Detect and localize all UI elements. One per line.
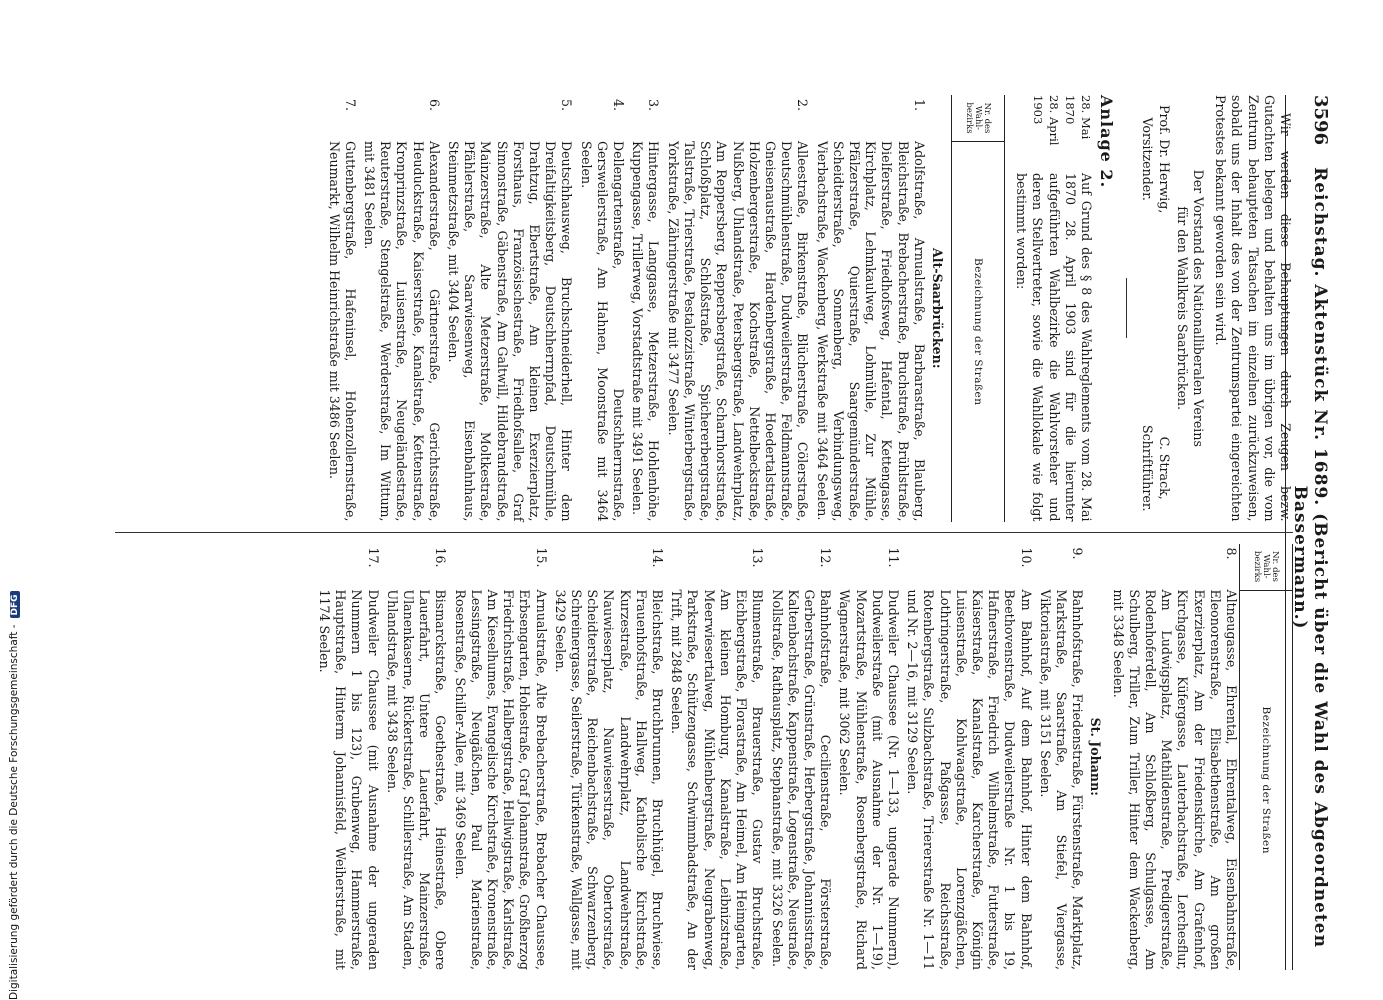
district-number: 2. [795,99,811,112]
section-heading-alt-saarbruecken: Alt-Saarbrücken: [929,248,945,369]
street-list: Guttenbergstraße, Hafeninsel, Hohenzollernstraße, Neumarkt, Wilhelm Heinrichstraße mit 3486 Seelen. [326,141,358,522]
page-title: Reichstag. Aktenstück Nr. 1689. (Bericht über die Wahl des Abgeordneten Bassermann.) [1290,167,1330,948]
table-row [577,95,626,522]
table-header-right [1239,544,1293,971]
district-number: 11. [885,547,901,568]
table-row [836,544,901,971]
street-list: Dudweiler Chaussee (mit Ausnahme der ungeraden Nummern 1 bis 123), Grubenweg, Hammerstraße, Hauptstraße, Hinterm Johannisfeld, Weiherstraße, mit 1174 Seelen. [317,589,381,970]
page-number: 3596 [1310,95,1331,146]
left-column [115,95,1293,522]
right-column [115,544,1293,971]
signature-block [1139,95,1206,522]
table-row [316,544,381,971]
district-number: 13. [750,547,766,568]
street-list: Dellengartenstraße, Deutschherrnstraße, Gersweilerstraße, Am Hahnen, Moonstraße mit 3464 Seelen. [578,141,627,522]
signer-right-role: Schriftführer. [1140,424,1156,512]
district-number: 1. [911,99,927,112]
table-row [1037,544,1086,971]
table-row [1109,544,1239,971]
district-number: 14. [650,547,666,568]
street-list: Altneugasse, Ehrental, Ehrentalweg, Eisenbahnstraße, Eleonorenstraße, Elisabethenstraße, Am großen Exerzierplatz, Am der Friedenskirche, Am Grafenhof, Kirchgasse, Küfergasse, Lauterbachstraße, Lerchesflur, Am Ludwigsplatz, Mathildenstraße, Predigerstraße, Rodenhoferdell, Am Schloßberg, Schulgasse, Am Schulberg, Triller, Zum Triller, Hinter dem Wackenberg, mit 3348 Seelen. [1110,589,1239,970]
street-list: Am Bahnhof, Auf dem Bahnhof, Hinter dem Bahnhof, Beethovenstraße, Dudweilerstraße Nr. 1 bis 19, Hafnerstraße, Friedrich Wilhelmstraße, Futterstraße, Kaiserstraße, Kanalstraße, Karcherstraße, Königin Luisenstraße, Kohlwaagstraße, Lorenzgäßchen, Lothringerstraße, Paßgasse, Reichsstraße, Rotenbergstraße, Sulzbachstraße, Triererstraße Nr. 1—11 und Nr. 2—16, mit 3129 Seelen. [905,589,1034,970]
signer-left-role: Vorsitzender. [1140,117,1156,201]
scanned-page [95,0,1355,1000]
table-row [665,95,811,522]
anlage-title: Anlage 2. [1097,95,1117,189]
district-number: 17. [365,547,381,568]
separator-rule [1126,278,1127,338]
right-rows-st-johann [316,544,1085,971]
intro-section [1126,95,1293,522]
dfg-logo: DFG [10,591,20,618]
right-rows-continued [1109,544,1239,971]
street-list: Deutschhausweg, Bruchschneiderhell, Hinter dem Dreifaltigkeitsberg, Deutschherrnpfad, Deutschmühle, Drahtzug, Ebertstraße, Am kleinen Exerzierplatz, Forsthaus, Französischestraße, Friedhofsallee, Graf Simonstraße, Gäbenstraße, Am Galtwill, Hildebrandstraße, Mainzerstraße, Alte Metzerstraße, Moltkestraße, Pfählerstraße, Saarwiesenweg, Eisenbahnhaus, Steinmetzstraße, mit 3404 Seelen. [446,141,575,522]
district-number: 5. [559,99,575,112]
digitization-credit: Digitalisierung gefördert durch die Deutsche Forschungsgemeinschaft - [8,624,20,1000]
col-nr-header-right: Nr. des Wahl- bezirks [1240,544,1292,591]
table-row [445,95,575,522]
org-line-2: für den Wahlkreis Saarbrücken. [1174,206,1190,411]
district-number: 6. [426,99,442,112]
street-list: Dudweiler Chaussee (Nr. 1—133, ungerade Nummern), Dudweilerstraße (mit Ausnahme der Nr. 1—19), Mozartstraße, Mühlenstraße, Rosenbergstraße, Richard Wagnerstraße, mit 3062 Seelen. [837,589,901,970]
district-number: 7. [342,99,358,112]
table-row [904,544,1034,971]
table-row [552,544,665,971]
anlage-date-2: 28. April 1903 [1030,95,1061,146]
col-desc-header: Bezeichnung der Straßen [972,258,985,406]
anlage-legal [1013,95,1094,522]
street-list: Bismarckstraße, Goethestraße, Heinestraße, Obere Lauerfahrt, Untere Lauerfahrt, Mainzerstraße, Ulanenkaserne, Rückertstraße, Schillerstraße, Am Staden, Uhlandstraße, mit 3438 Seelen. [384,589,449,970]
section-heading-st-johann: St. Johann: [1088,717,1104,796]
signer-right-name: C. Strack, [1156,436,1172,500]
intro-paragraph: Wir werden diese Behauptungen durch Zeugen bezw. Gutachten belegen und behalten uns im übrigen vor, die vom Zentrum behaupteten Tatsachen im einzelnen zurückzuweisen, sobald uns der Inhalt des von der Zentrumspartei eingereichten Protestes bekannt geworden sein wird. [1213,95,1293,522]
district-number: 8. [1224,547,1239,560]
district-number: 4. [611,99,627,112]
anlage-dates [1013,95,1094,167]
table-row [451,544,548,971]
district-number: 9. [1070,547,1086,560]
district-number: 15. [533,547,549,568]
table-row [325,95,357,522]
street-list: Adolfstraße, Arnualstraße, Barbarastraße, Blauberg, Bleichstraße, Brebacherstraße, Bruchstraße, Brühlstraße, Dielferstraße, Friedhofsweg, Hafental, Kettengasse, Kirchplatz, Lehmkaulweg, Lohmühle, Zur Mühle, Pfälzerstraße, Quierstraße, Saargemünderstraße, Scheidterstraße, Sonnenberg, Verbindungsweg, Vierbachstraße, Wackenberg, Werkstraße mit 3464 Seelen. [814,141,927,522]
table-row [768,544,833,971]
street-list: Alleestraße, Birkenstraße, Blücherstraße, Cölerstraße, Deutschmühlenstraße, Dudweilerstraße, Feldmannstraße, Gneisenaustraße, Hardenbergstraße, Hoedertalstraße, Holzenbergerstraße, Kochstraße, Nettelbeckstraße, Nußberg, Uhlandstraße, Petersbergstraße, Landwehrplatz, Am Reppersberg, Reppersbergstraße, Scharnhorststraße, Schloßplatz, Schloßstraße, Spichererbergstraße, Talstraße, Trierstraße, Pestalozzistraße, Winterbergstraße, Yorkstraße, Zähringerstraße mit 3477 Seelen. [665,141,811,522]
street-list: Blumenstraße, Brauerstraße, Gustav Bruchstraße, Eichbergstraße, Florastraße, Am Heimel, Am Heimgarten, Am kleinen Homburg, Kanalstraße, Leibnizstraße, Meerwiesertalweg, Mühlenbergstraße, Neugrabenweg, Parkstraße, Schützengasse, Schwimmbadstraße, An der Trift, mit 2848 Seelen. [669,589,766,970]
side-credit [2,0,28,1000]
table-row [668,544,765,971]
street-list: Hintergasse, Langgasse, Metzerstraße, Hohlenhöhe, Kuppengasse, Trillerweg, Vorstadtstraße mit 3491 Seelen. [630,141,662,522]
col-nr-header: Nr. des Wahl- bezirks [952,95,1004,142]
street-list: Bleichstraße, Bruchbrunnen, Bruchhügel, Bruchwiese, Frauenhofstraße, Hallweg, Katholische Kirchstraße, Kurzestraße, Landwehrplatz, Landwehrstraße, Nauwieserplatz, Nauwieserstraße, Obertorstraße, Scheidterstraße, Reichenbachstraße, Schwarzenberg, Schreinergasse, Seilerstraße, Türkenstraße, Wallgasse, mit 3429 Seelen. [552,589,666,970]
district-number: 12. [818,547,834,568]
street-list: Bahnhofstraße, Cecilienstraße, Försterstraße, Gerberstraße, Grünstraße, Herbergstraße, Johannisstraße, Kaltenbachstraße, Kappenstraße, Logenstraße, Neustraße, Nollstraße, Rathausplatz, Stephanstraße, mit 3326 Seelen. [769,589,834,970]
district-number: 16. [433,547,449,568]
district-number: 3. [646,99,662,112]
street-list: Arnualstraße, Alte Brebacherstraße, Brebacher Chaussee, Erbsengarten, Hohestraße, Graf Johannstraße, Großherzog Friedrichstraße, Halbergstraße, Hellwigstraße, Karlstraße, Am Kieselhumes, Evangelische Kirchstraße, Kronenstraße, Lessingstraße, Neugäßchen, Paul Marienstraße, Rosenstraße, Schiller-Allee, mit 3469 Seelen. [452,589,549,970]
col-desc-header-right: Bezeichnung der Straßen [1260,706,1273,854]
table-row [813,95,926,522]
table-row [629,95,661,522]
table-row [361,95,442,522]
street-list: Alexanderstraße, Gärtnerstraße, Gerichtsstraße, Heuduckstraße, Kaiserstraße, Kanalstraße, Kettenstraße, Kronprinzstraße, Luisenstraße, Neugeländestraße, Reuterstraße, Stengelstraße, Werderstraße, Im Wittum, mit 3481 Seelen. [362,141,442,522]
district-number: 10. [1018,547,1034,568]
table-header-left [951,95,1005,522]
signer-left-name: Prof. Dr. Herwig, [1156,105,1172,214]
table-row [384,544,449,971]
anlage-date-1: 28. Mai 1870 [1062,95,1093,140]
street-list: Bahnhofstraße, Friedenstraße, Fürstenstraße, Marktplatz, Markstraße, Saarstraße, Am Stiefel, Viergasse, Viktoriastraße, mit 3151 Seelen. [1037,589,1086,970]
anlage-text: Auf Grund des § 8 des Wahlreglements vom 28. Mai 1870 28. April 1903 sind für die hierunter aufgeführten Wahlbezirke die Wahlvorsteher und deren Stellvertreter, sowie die Wahllokale wie folgt bestimmt worden: [1014,173,1094,522]
left-rows [325,95,926,522]
org-line-1: Der Vorstand des Nationalliberalen Vereins [1190,169,1206,447]
